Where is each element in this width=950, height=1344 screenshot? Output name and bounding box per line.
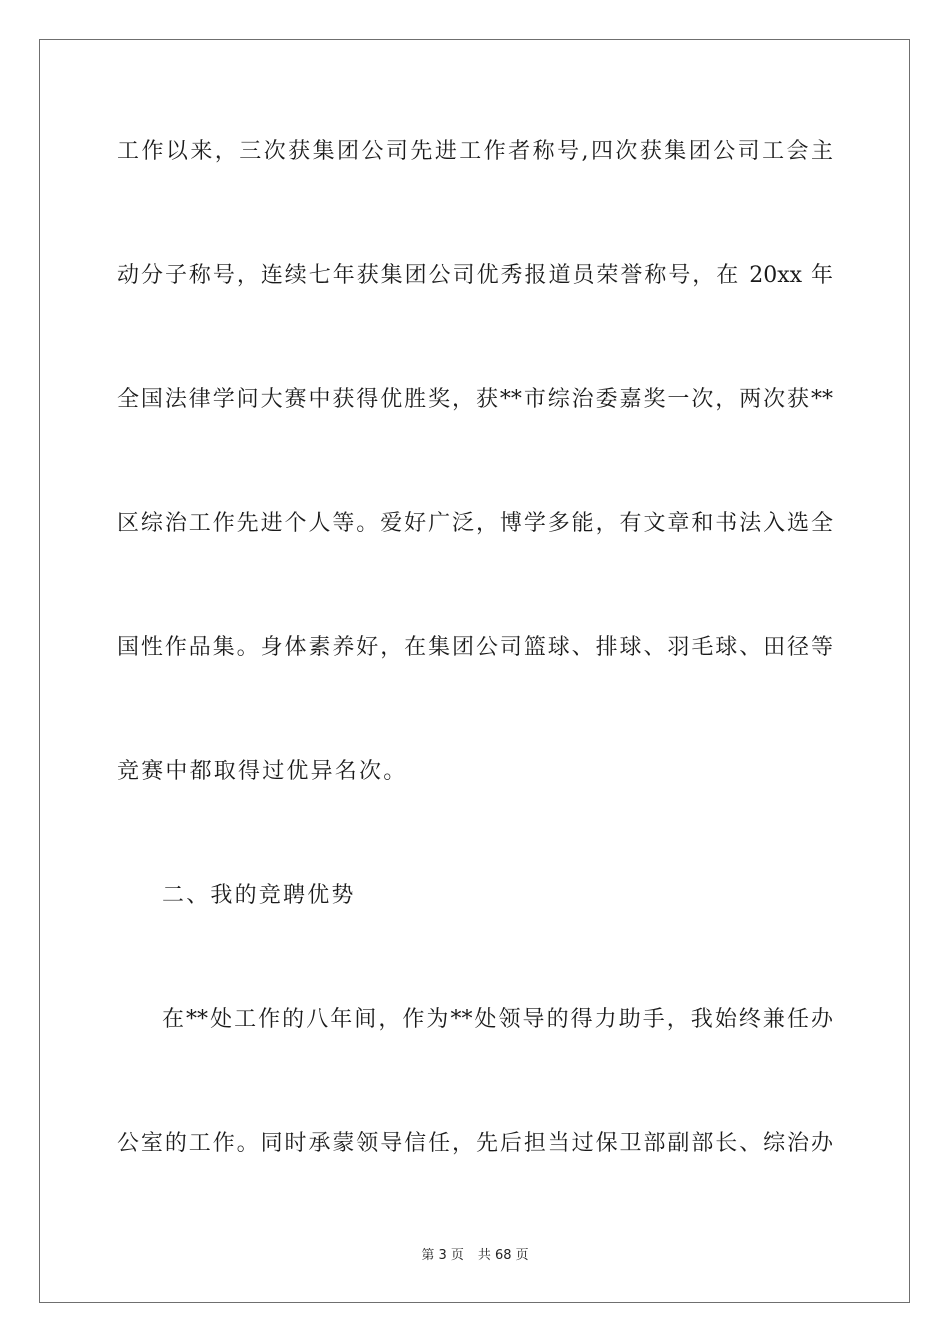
body-text-line: 动分子称号，连续七年获集团公司优秀报道员荣誉称号，在 20xx 年 [117,263,833,288]
body-text-line: 全国法律学问大赛中获得优胜奖，获**市综治委嘉奖一次，两次获** [117,387,833,412]
page-footer [0,1246,950,1266]
body-text-line: 公室的工作。同时承蒙领导信任，先后担当过保卫部副部长、综治办 [117,1131,833,1156]
body-text-line: 工作以来，三次获集团公司先进工作者称号,四次获集团公司工会主 [117,139,833,164]
body-text-line: 国性作品集。身体素养好，在集团公司篮球、排球、羽毛球、田径等 [117,635,833,660]
body-text-line: 竞赛中都取得过优异名次。 [117,759,408,784]
page-total: 共 68 页 [477,1248,529,1263]
section-heading: 二、我的竞聘优势 [162,883,356,908]
page-number: 第 3 页 [421,1248,464,1263]
body-text-line: 区综治工作先进个人等。爱好广泛，博学多能，有文章和书法入选全 [117,511,833,536]
body-text-line: 在**处工作的八年间，作为**处领导的得力助手，我始终兼任办 [162,1007,833,1032]
page-border [39,39,910,1303]
